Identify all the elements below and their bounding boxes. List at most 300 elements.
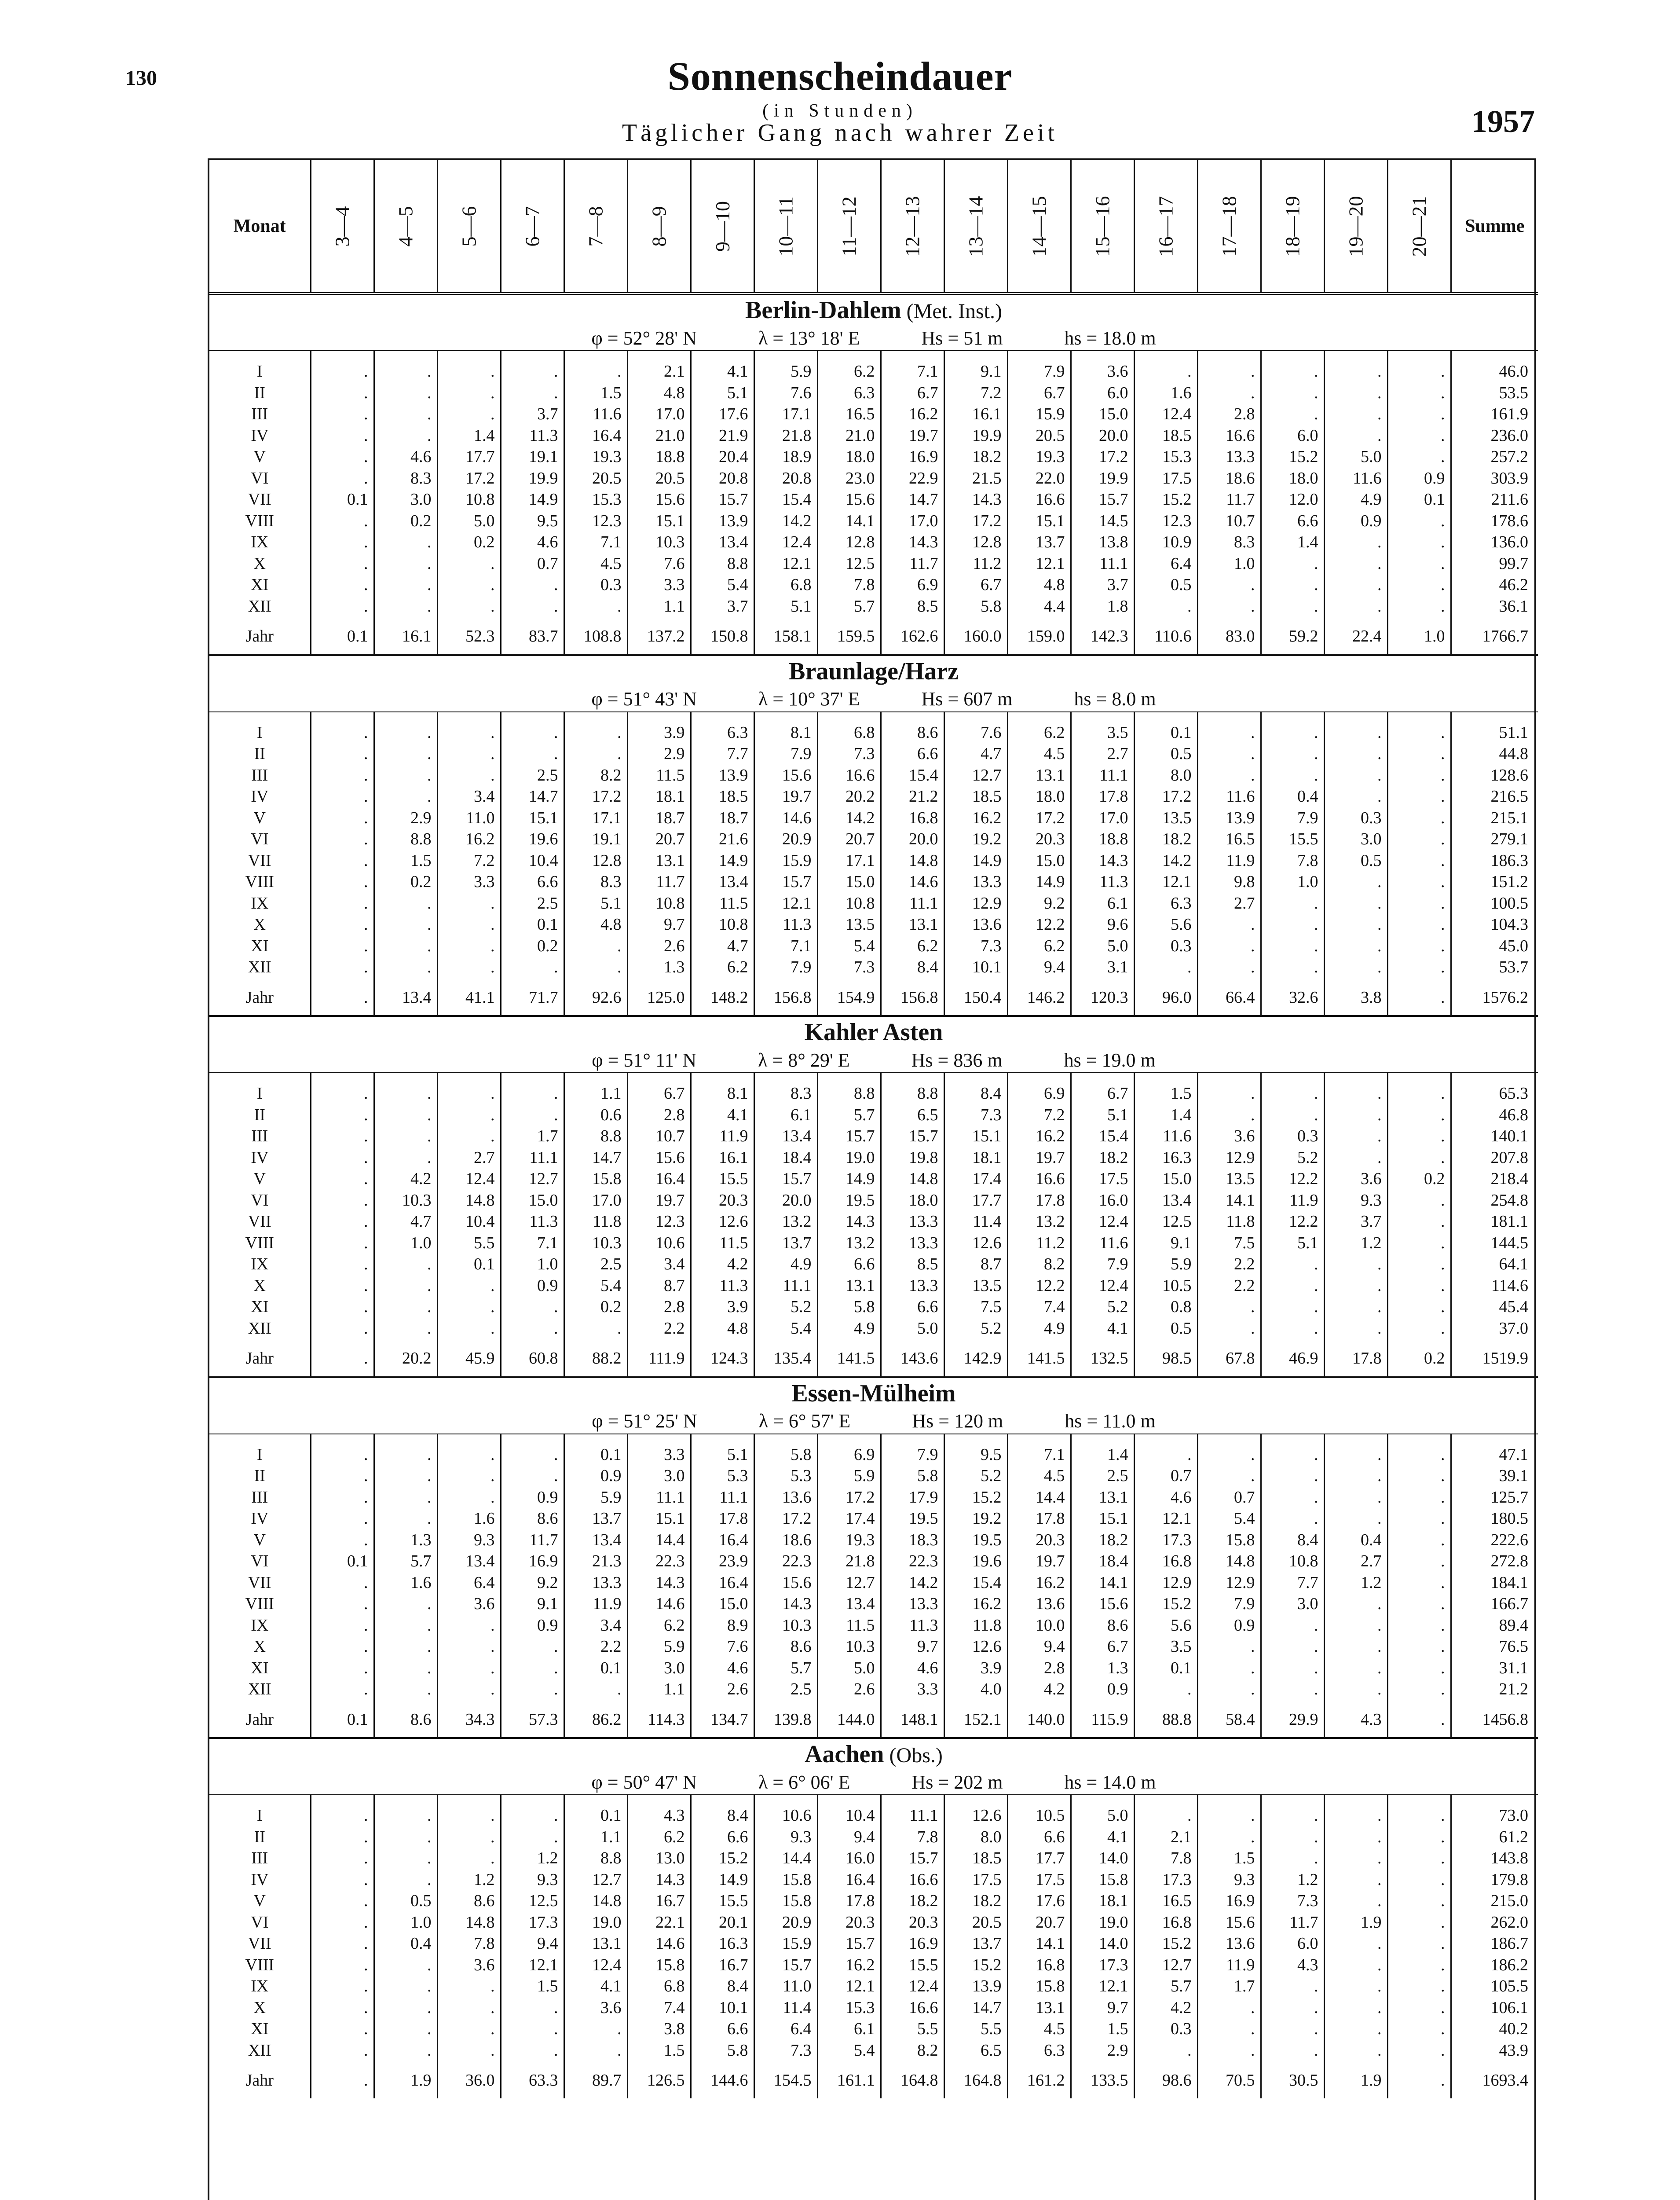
coordinate-phi: φ = 51° 25' N xyxy=(592,1410,697,1432)
hour-value: . xyxy=(311,468,374,489)
spacer-cell xyxy=(564,1795,627,1805)
hour-value: . xyxy=(311,1147,374,1169)
hour-value: 9.8 xyxy=(1197,871,1261,893)
hour-value: 0.3 xyxy=(1134,935,1197,957)
hour-value: 6.5 xyxy=(944,2040,1007,2061)
hour-value: . xyxy=(311,1593,374,1615)
hour-value: 5.2 xyxy=(944,1318,1007,1339)
hour-value: 4.9 xyxy=(1007,1318,1071,1339)
sum-value: 31.1 xyxy=(1451,1657,1538,1679)
hour-value: 58.4 xyxy=(1197,1700,1261,1738)
hour-value: 9.3 xyxy=(1324,1190,1387,1211)
hour-value: 15.9 xyxy=(754,1933,817,1954)
spacer-cell xyxy=(817,1434,881,1444)
hour-value: . xyxy=(1261,1615,1324,1636)
month-row xyxy=(209,1083,1538,1104)
hour-value: 21.6 xyxy=(691,829,754,850)
hour-value: 14.7 xyxy=(501,786,564,807)
hour-value: 16.9 xyxy=(501,1551,564,1572)
month-label: V xyxy=(253,808,266,827)
hour-value: 14.1 xyxy=(1071,1572,1134,1594)
hour-value: . xyxy=(311,2061,374,2098)
hour-value: 17.2 xyxy=(944,510,1007,532)
hour-value: 83.0 xyxy=(1197,617,1261,655)
hour-value: . xyxy=(1261,2040,1324,2061)
hour-value: . xyxy=(1261,1848,1324,1869)
hour-value: 17.0 xyxy=(1071,807,1134,829)
hour-value: 2.9 xyxy=(374,807,437,829)
hour-value: 5.2 xyxy=(1261,1147,1324,1169)
hour-value: 5.8 xyxy=(881,1465,944,1487)
spacer-cell xyxy=(1451,712,1538,722)
hour-value: . xyxy=(1134,957,1197,978)
month-row xyxy=(209,1976,1538,1997)
hour-value: 14.3 xyxy=(1071,850,1134,872)
hour-value: . xyxy=(374,1636,437,1657)
hour-value: 19.7 xyxy=(1007,1551,1071,1572)
hour-value: 1.2 xyxy=(1261,1869,1324,1891)
sum-value: 178.6 xyxy=(1451,510,1538,532)
hour-value: 12.3 xyxy=(1134,510,1197,532)
spacer-row xyxy=(209,1073,1538,1083)
hour-value: . xyxy=(311,722,374,744)
hour-value: . xyxy=(311,807,374,829)
month-label: II xyxy=(254,383,265,402)
hour-value: 17.3 xyxy=(1071,1954,1134,1976)
hour-value: 4.1 xyxy=(1071,1318,1134,1339)
hour-value: 4.3 xyxy=(1324,1700,1387,1738)
hour-value: 6.0 xyxy=(1261,1933,1324,1954)
hour-value: 4.0 xyxy=(944,1679,1007,1700)
hour-value: 10.3 xyxy=(374,1190,437,1211)
hour-value: 1.4 xyxy=(1134,1104,1197,1126)
hour-value: . xyxy=(437,1679,501,1700)
hour-value: . xyxy=(1387,1869,1451,1891)
hour-value: 7.2 xyxy=(1007,1104,1071,1126)
hour-value: 20.3 xyxy=(1007,829,1071,850)
hour-value: . xyxy=(501,1997,564,2019)
station-header xyxy=(209,1016,1538,1048)
spacer-cell xyxy=(374,712,437,722)
month-row xyxy=(209,382,1538,404)
hour-value: . xyxy=(311,1890,374,1912)
hour-column-label: 16—17 xyxy=(1154,196,1177,257)
spacer-row xyxy=(209,1795,1538,1805)
hour-value: 12.8 xyxy=(817,532,881,553)
hour-value: 8.8 xyxy=(881,1083,944,1104)
hour-value: 8.6 xyxy=(374,1700,437,1738)
hour-value: 13.5 xyxy=(1197,1168,1261,1190)
station-title-cell xyxy=(209,1738,1538,1770)
hour-value: 88.2 xyxy=(564,1339,627,1377)
hour-value: 4.8 xyxy=(564,914,627,935)
hour-value: . xyxy=(1387,807,1451,829)
spacer-cell xyxy=(1134,1795,1197,1805)
month-row xyxy=(209,1296,1538,1318)
hour-value: 18.4 xyxy=(1071,1551,1134,1572)
hour-value: 16.6 xyxy=(817,765,881,786)
year-label: 1957 xyxy=(1471,104,1535,139)
hour-value: 20.0 xyxy=(754,1190,817,1211)
month-row xyxy=(209,1848,1538,1869)
spacer-cell xyxy=(374,1073,437,1083)
hour-value: 16.8 xyxy=(1134,1912,1197,1933)
hour-value: . xyxy=(501,1465,564,1487)
hour-value: 23.9 xyxy=(691,1551,754,1572)
hour-value: 15.1 xyxy=(627,1508,691,1529)
hour-value: . xyxy=(1134,1679,1197,1700)
spacer-cell xyxy=(374,1434,437,1444)
month-label: VI xyxy=(251,1552,269,1570)
spacer-cell xyxy=(627,1434,691,1444)
hour-value: 0.1 xyxy=(1387,489,1451,510)
hour-value: . xyxy=(501,382,564,404)
hour-value: . xyxy=(311,510,374,532)
hour-value: . xyxy=(311,1254,374,1275)
hour-value: 8.8 xyxy=(374,829,437,850)
hour-value: 3.9 xyxy=(627,722,691,744)
hour-value: 1.9 xyxy=(1324,2061,1387,2098)
hour-value: 17.3 xyxy=(501,1912,564,1933)
hour-value: 9.3 xyxy=(501,1869,564,1891)
month-row xyxy=(209,1593,1538,1615)
hour-value: 9.1 xyxy=(501,1593,564,1615)
hour-value: . xyxy=(1387,786,1451,807)
month-label: Jahr xyxy=(245,988,274,1007)
hour-value: . xyxy=(1261,1508,1324,1529)
hour-value: 12.2 xyxy=(1261,1168,1324,1190)
hour-value: 150.8 xyxy=(691,617,754,655)
hour-value: . xyxy=(1324,553,1387,575)
coordinate-hs_small: hs = 19.0 m xyxy=(1064,1049,1156,1071)
spacer-cell xyxy=(1451,1073,1538,1083)
hour-value: 164.8 xyxy=(881,2061,944,2098)
hour-value: . xyxy=(311,553,374,575)
hour-value: 21.8 xyxy=(817,1551,881,1572)
hour-value: . xyxy=(1324,722,1387,744)
hour-value: 20.2 xyxy=(374,1339,437,1377)
hour-value: . xyxy=(311,850,374,872)
hour-value: 0.9 xyxy=(501,1487,564,1508)
hour-value: . xyxy=(1324,361,1387,382)
hour-value: 4.6 xyxy=(1134,1487,1197,1508)
hour-value: 20.7 xyxy=(627,829,691,850)
hour-value: 160.0 xyxy=(944,617,1007,655)
hour-value: 6.3 xyxy=(691,722,754,744)
hour-value: . xyxy=(437,1444,501,1466)
hour-value: . xyxy=(501,722,564,744)
hour-value: 114.3 xyxy=(627,1700,691,1738)
hour-value: 0.2 xyxy=(564,1296,627,1318)
hour-value: 12.9 xyxy=(1197,1147,1261,1169)
hour-value: 18.5 xyxy=(1134,425,1197,447)
hour-value: 15.2 xyxy=(1134,1593,1197,1615)
hour-value: . xyxy=(311,382,374,404)
hour-value: 5.1 xyxy=(1261,1232,1324,1254)
hour-value: 2.7 xyxy=(1197,893,1261,914)
month-label: II xyxy=(254,1827,265,1846)
hour-value: 23.0 xyxy=(817,468,881,489)
hour-value: . xyxy=(501,957,564,978)
hour-value: 13.3 xyxy=(881,1275,944,1297)
hour-value: 7.1 xyxy=(1007,1444,1071,1466)
hour-value: 19.5 xyxy=(817,1190,881,1211)
hour-value: . xyxy=(311,1976,374,1997)
hour-value: 20.3 xyxy=(881,1912,944,1933)
sum-value: 1519.9 xyxy=(1451,1339,1538,1377)
spacer-cell xyxy=(944,1434,1007,1444)
hour-value: 18.1 xyxy=(627,786,691,807)
hour-value: 11.1 xyxy=(1071,765,1134,786)
page-number: 130 xyxy=(125,66,157,90)
hour-value: 7.6 xyxy=(754,382,817,404)
hour-value: . xyxy=(1197,1679,1261,1700)
hour-value: 0.5 xyxy=(374,1890,437,1912)
hour-value: 17.5 xyxy=(944,1869,1007,1891)
hour-value: 60.8 xyxy=(501,1339,564,1377)
hour-value: 19.6 xyxy=(501,829,564,850)
hour-value: 7.6 xyxy=(627,553,691,575)
hour-value: . xyxy=(501,1296,564,1318)
hour-value: 13.2 xyxy=(1007,1211,1071,1232)
sum-value: 236.0 xyxy=(1451,425,1538,447)
hour-value: 19.0 xyxy=(1071,1912,1134,1933)
sum-value: 207.8 xyxy=(1451,1147,1538,1169)
hour-value: 12.2 xyxy=(1261,1211,1324,1232)
hour-value: 7.9 xyxy=(1261,807,1324,829)
hour-value: . xyxy=(437,1976,501,1997)
hour-value: 18.0 xyxy=(1007,786,1071,807)
hour-value: . xyxy=(564,1318,627,1339)
hour-value: 67.8 xyxy=(1197,1339,1261,1377)
hour-value: 15.5 xyxy=(691,1168,754,1190)
sum-value: 61.2 xyxy=(1451,1826,1538,1848)
hour-value: 22.3 xyxy=(754,1551,817,1572)
unit-note: (in Stunden) xyxy=(762,101,918,121)
hour-value: 11.5 xyxy=(691,1232,754,1254)
hour-value: 8.3 xyxy=(754,1083,817,1104)
hour-value: . xyxy=(437,914,501,935)
hour-value: 12.5 xyxy=(1134,1211,1197,1232)
sum-column-header: Summe xyxy=(1451,160,1538,293)
hour-value: 3.7 xyxy=(1324,1211,1387,1232)
hour-column-label: 3—4 xyxy=(331,206,354,246)
coordinate-hs_small: hs = 11.0 m xyxy=(1065,1410,1156,1432)
hour-value: 141.5 xyxy=(817,1339,881,1377)
month-row xyxy=(209,2040,1538,2061)
station-header xyxy=(209,1738,1538,1770)
hour-value: 4.6 xyxy=(501,532,564,553)
hour-value: 7.1 xyxy=(754,935,817,957)
spacer-cell xyxy=(1451,1795,1538,1805)
hour-value: . xyxy=(437,1997,501,2019)
spacer-cell xyxy=(501,1073,564,1083)
hour-value: 12.5 xyxy=(501,1890,564,1912)
hour-value: 15.5 xyxy=(1261,829,1324,850)
hour-value: 6.3 xyxy=(817,382,881,404)
hour-value: . xyxy=(1197,1444,1261,1466)
hour-value: 13.3 xyxy=(1197,446,1261,468)
month-row xyxy=(209,829,1538,850)
station-coordinates-cell xyxy=(209,687,1538,712)
hour-value: 10.8 xyxy=(627,893,691,914)
hour-value: 1.5 xyxy=(564,382,627,404)
hour-value: . xyxy=(374,893,437,914)
hour-value: 4.1 xyxy=(1071,1826,1134,1848)
hour-value: 16.4 xyxy=(564,425,627,447)
month-row xyxy=(209,1275,1538,1297)
hour-value: 8.4 xyxy=(691,1976,754,1997)
hour-value: . xyxy=(1197,1465,1261,1487)
hour-value: 7.1 xyxy=(501,1232,564,1254)
hour-value: 2.8 xyxy=(1197,403,1261,425)
spacer-cell xyxy=(691,1795,754,1805)
hour-value: 12.4 xyxy=(437,1168,501,1190)
hour-value: 1.2 xyxy=(501,1848,564,1869)
hour-value: 6.2 xyxy=(627,1826,691,1848)
hour-value: 12.7 xyxy=(501,1168,564,1190)
hour-value: 11.3 xyxy=(501,425,564,447)
hour-value: 2.5 xyxy=(754,1679,817,1700)
hour-value: . xyxy=(437,722,501,744)
month-label: XI xyxy=(251,1298,269,1316)
hour-value: 6.8 xyxy=(817,722,881,744)
spacer-cell xyxy=(754,1073,817,1083)
hour-value: . xyxy=(1261,893,1324,914)
hour-value: 18.2 xyxy=(944,446,1007,468)
hour-value: . xyxy=(437,957,501,978)
hour-value: 3.0 xyxy=(627,1465,691,1487)
hour-value: 1.9 xyxy=(374,2061,437,2098)
hour-value: 3.4 xyxy=(564,1615,627,1636)
station-coordinates xyxy=(209,326,1538,351)
hour-value: 17.7 xyxy=(944,1190,1007,1211)
month-row xyxy=(209,1615,1538,1636)
hour-value: 19.7 xyxy=(627,1190,691,1211)
hour-value: . xyxy=(311,1339,374,1377)
hour-value: 0.1 xyxy=(564,1657,627,1679)
hour-value: 13.4 xyxy=(754,1126,817,1147)
hour-value: . xyxy=(1387,1211,1451,1232)
spacer-cell xyxy=(209,1073,311,1083)
hour-value: . xyxy=(374,1679,437,1700)
spacer-cell xyxy=(691,351,754,361)
hour-value: 18.2 xyxy=(881,1890,944,1912)
hour-value: 14.5 xyxy=(1071,510,1134,532)
hour-value: 0.4 xyxy=(1261,786,1324,807)
hour-value: 11.1 xyxy=(691,1487,754,1508)
hour-value: 10.0 xyxy=(1007,1615,1071,1636)
hour-value: . xyxy=(311,2040,374,2061)
hour-value: . xyxy=(1261,722,1324,744)
hour-value: 3.7 xyxy=(501,403,564,425)
month-row xyxy=(209,2018,1538,2040)
hour-value: 11.9 xyxy=(1261,1190,1324,1211)
hour-value: 0.3 xyxy=(1134,2018,1197,2040)
sum-value: 151.2 xyxy=(1451,871,1538,893)
hour-value: 17.4 xyxy=(944,1168,1007,1190)
hour-value: 17.7 xyxy=(437,446,501,468)
spacer-cell xyxy=(1007,1434,1071,1444)
hour-value: 45.9 xyxy=(437,1339,501,1377)
hour-value: . xyxy=(1324,1848,1387,1869)
hour-value: 15.9 xyxy=(1007,403,1071,425)
hour-value: . xyxy=(311,574,374,596)
hour-value: . xyxy=(437,1465,501,1487)
coordinate-hs_big: Hs = 836 m xyxy=(911,1049,1003,1071)
hour-value: 3.4 xyxy=(437,786,501,807)
hour-value: . xyxy=(437,382,501,404)
hour-value: 140.0 xyxy=(1007,1700,1071,1738)
hour-value: . xyxy=(311,1912,374,1933)
hour-value: 11.4 xyxy=(944,1211,1007,1232)
month-row xyxy=(209,1636,1538,1657)
spacer-cell xyxy=(437,1073,501,1083)
hour-value: 0.5 xyxy=(1134,574,1197,596)
hour-value: 15.8 xyxy=(564,1168,627,1190)
hour-value: . xyxy=(374,743,437,765)
hour-value: . xyxy=(374,1296,437,1318)
hour-value: 14.8 xyxy=(881,1168,944,1190)
hour-value: . xyxy=(1387,596,1451,617)
sum-value: 186.3 xyxy=(1451,850,1538,872)
hour-value: 12.1 xyxy=(501,1954,564,1976)
hour-value: 13.0 xyxy=(627,1848,691,1869)
hour-value: . xyxy=(1387,1826,1451,1848)
table-body xyxy=(209,293,1538,2098)
hour-value: 4.5 xyxy=(1007,743,1071,765)
hour-value: 1.2 xyxy=(1324,1232,1387,1254)
month-row xyxy=(209,1912,1538,1933)
hour-value: 2.8 xyxy=(627,1104,691,1126)
hour-value: . xyxy=(1387,1104,1451,1126)
hour-column-label: 4—5 xyxy=(394,206,417,246)
hour-value: . xyxy=(437,553,501,575)
hour-value: 10.5 xyxy=(1007,1805,1071,1826)
month-label: III xyxy=(251,766,268,785)
sum-value: 46.2 xyxy=(1451,574,1538,596)
hour-value: . xyxy=(1261,1976,1324,1997)
hour-value: 18.5 xyxy=(944,1848,1007,1869)
hour-value: 3.8 xyxy=(627,2018,691,2040)
hour-value: 3.5 xyxy=(1071,722,1134,744)
hour-value: 8.5 xyxy=(881,596,944,617)
sum-value: 184.1 xyxy=(1451,1572,1538,1594)
sum-value: 51.1 xyxy=(1451,722,1538,744)
hour-value: 13.4 xyxy=(564,1529,627,1551)
hour-value: 1.7 xyxy=(1197,1976,1261,1997)
hour-value: . xyxy=(1324,1147,1387,1169)
hour-value: 3.1 xyxy=(1071,957,1134,978)
sum-value: 144.5 xyxy=(1451,1232,1538,1254)
month-row xyxy=(209,574,1538,596)
hour-value: . xyxy=(311,1679,374,1700)
spacer-cell xyxy=(1071,1434,1134,1444)
hour-value: 14.8 xyxy=(1197,1551,1261,1572)
hour-value: 16.6 xyxy=(1007,1168,1071,1190)
station-header xyxy=(209,1377,1538,1409)
hour-value: . xyxy=(437,1805,501,1826)
coordinate-hs_small: hs = 18.0 m xyxy=(1064,327,1156,349)
hour-value: 16.7 xyxy=(627,1890,691,1912)
hour-value: . xyxy=(1387,1126,1451,1147)
hour-value: 6.8 xyxy=(627,1976,691,1997)
month-label: IX xyxy=(251,1616,269,1635)
hour-value: . xyxy=(1261,1679,1324,1700)
hour-value: 110.6 xyxy=(1134,617,1197,655)
hour-column-header xyxy=(944,160,1007,293)
hour-value: 0.1 xyxy=(311,617,374,655)
